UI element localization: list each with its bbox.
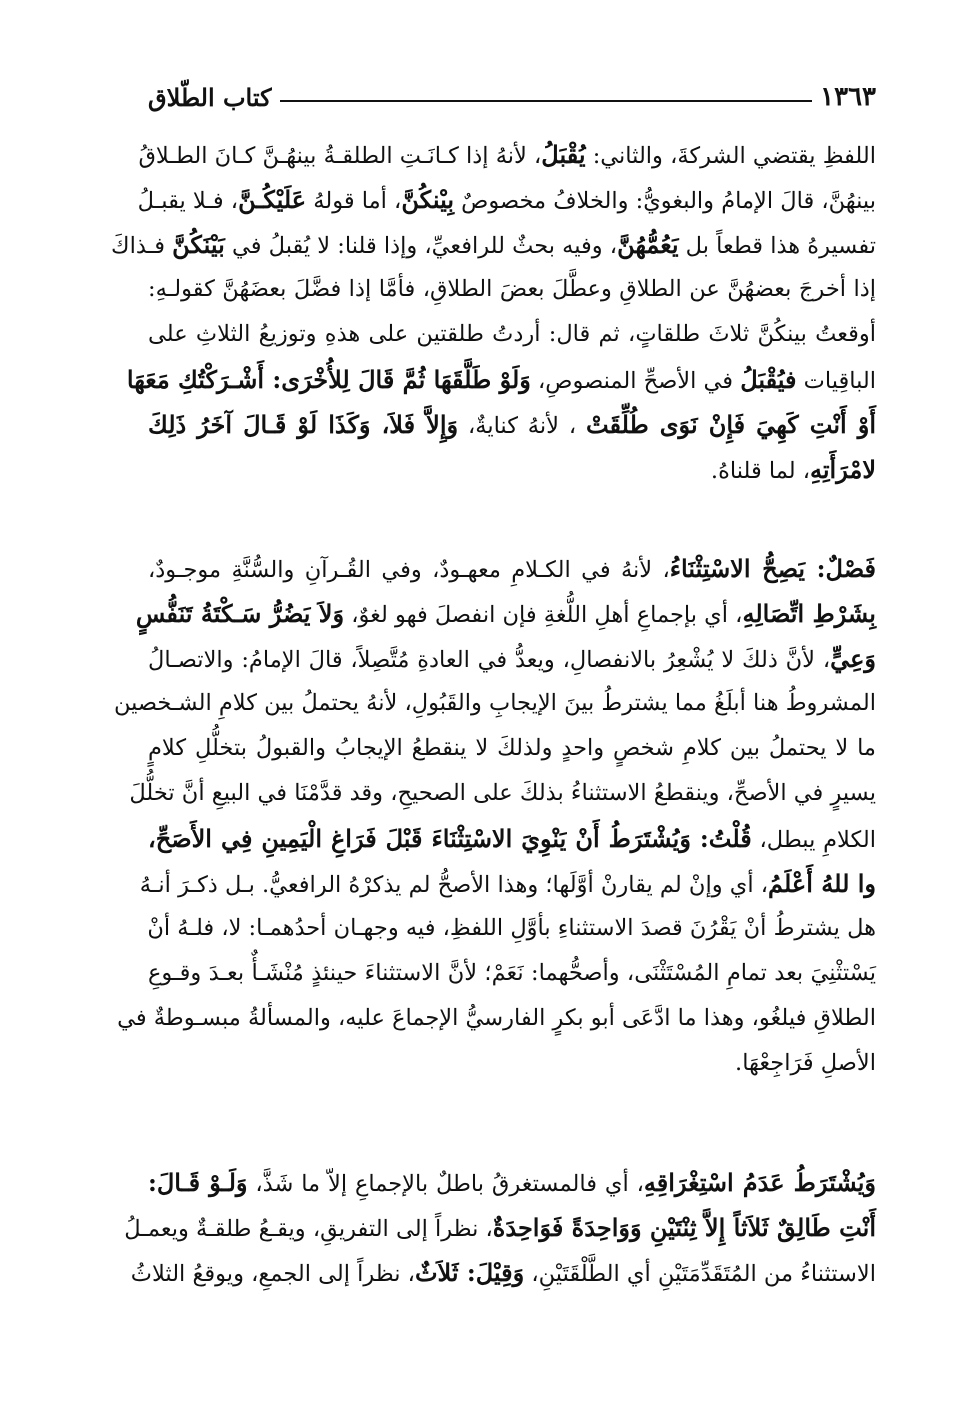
sharh-text: ، لأنهُ إذا كـانَـتِ الطلقـةُ بينهُـنَّ كـانَ الطـلاقُ: [138, 143, 542, 169]
matn-text: أَنْتِ طَالِقٌ ثَلاَثاً إِلاَّ ثِنْتَيْنِ وَوَاحِدَةً فَوَاحِدَةٌ: [492, 1213, 876, 1242]
matn-text: فيُقْبَلُ: [740, 365, 797, 394]
text-line: [148, 726, 876, 771]
sharh-text: الكلامِ يبطل،: [751, 827, 876, 853]
sharh-text: فـذاكَ: [111, 233, 173, 259]
page-header: [148, 70, 876, 110]
sharh-text: ، نظراً إلى التفريقِ، ويقـعُ طلقـةٌ ويعمـلُ: [124, 1216, 493, 1242]
sharh-text: ، أي وإنْ لم يقارنْ أوَّلَها؛ وهذا الأصحُّ لم يذكرْهُ الرافعيُّ. بـل ذكـرَ أنـهُ: [139, 872, 768, 898]
text-line: [113, 681, 876, 726]
matn-text: وَلاَ يَضُرُّ سَـكْتَةُ تَنَفُّسٍ: [135, 599, 345, 628]
paragraph-3: [124, 1160, 877, 1295]
sharh-text: اللفظِ يقتضي الشركةَ، والثاني:: [585, 143, 876, 169]
sharh-text: يسيرٍ في الأصحِّ، وينقطعُ الاستثناءُ بذلكَ على الصحيحِ، وقد قدَّمْنَا في البيعِ أنَّ تخلُّلَ: [129, 780, 876, 806]
text-line: [148, 1041, 876, 1086]
matn-text: وَقِيْلَ: ثَلاَثٌ: [414, 1258, 525, 1287]
text-line: [148, 267, 876, 312]
paragraph-1: [111, 132, 876, 492]
sharh-text: ، أما قولهُ: [306, 188, 402, 214]
text-line: [135, 591, 876, 636]
sharh-text: الباقِيات: [796, 368, 876, 394]
text-line: [126, 357, 876, 402]
book-title: كتاب الطّلاق: [148, 83, 272, 112]
matn-text: وَلَوْ طَلَّقَهَا ثُمَّ قَالَ لِلأُخْرَى: أَشْـرَكْتُكِ مَعَهَا: [126, 365, 531, 394]
sharh-text: ، فـلا يقبـلُ: [137, 188, 239, 214]
text-line: [148, 951, 876, 996]
text-line: [148, 906, 876, 951]
text-line: [124, 1205, 876, 1250]
text-line: [148, 312, 876, 357]
header-rule: [280, 100, 813, 102]
sharh-text: أوقعتُ بينكُنَّ ثلاثَ طلقاتٍ، ثم قال: أردتُ طلقتين على هذهِ وتوزيعُ الثلاثِ على: [148, 321, 876, 347]
text-line: [148, 546, 876, 591]
matn-text: قُلْتُ: وَيُشْتَرَطُ أَنْ يَنْوِيَ الاسْتِثْنَاءَ قَبْلَ فَرَاغِ الْيَمِينِ فِي الأَصَحِّ،: [148, 824, 752, 853]
matn-text: عَلَيْكُـنَّ: [238, 185, 307, 214]
sharh-text: بينهُنَّ، قالَ الإمامُ والبغويُّ: والخلافُ مخصوصٌ: [454, 188, 876, 214]
sharh-text: ، لأنهُ كنايةٌ،: [458, 413, 586, 439]
text-line: [137, 177, 876, 222]
sharh-text: يَسْتثْنِيَ بعد تمامِ المُسْتَثْنَى، وأصحُّهما: نَعَمْ؛ لأنَّ الاستثناءَ حينئذٍ مُنْشَـأٌ بعـدَ وقـوعِ: [148, 960, 876, 986]
page-number: ١٣٦٣: [820, 82, 876, 112]
matn-text: لامْرَأَتِهِ: [810, 455, 876, 484]
text-line: [111, 222, 876, 267]
text-line: [138, 132, 876, 177]
sharh-text: ، لأنهُ في الكـلامِ معهـودٌ، وفي القُـرآنِ والسُّنَّةِ موجـودٌ،: [148, 557, 670, 583]
matn-text: فَصْلٌ: يَصِحُّ الاسْتِثْنَاءُ: [669, 554, 876, 583]
sharh-text: الأصلِ فَرَاجِعْهَا.: [735, 1050, 876, 1076]
sharh-text: إذا أخرجَ بعضهُنَّ عن الطلاقِ وعطَّلَ بعضَ الطلاقِ، فأمَّا إذا فضَّلَ بعضَهُنَّ كقولـهِ:: [148, 276, 876, 302]
sharh-text: ، أي بإجماعِ أهلِ اللُّغةِ فإن انفصلَ فهو لغوٌ،: [344, 602, 743, 628]
sharh-text: ، أي فالمستغرقُ باطلٌ بالإجماعِ إلاّ ما شَذَّ،: [247, 1171, 644, 1197]
sharh-text: ، وفيه بحثٌ للرافعيِّ، وإذا قلنا: لا يُقبلُ في: [224, 233, 618, 259]
text-line: [148, 636, 876, 681]
text-line: [148, 1160, 876, 1205]
text-line: [148, 447, 876, 492]
sharh-text: ما لا يحتملُ بين كلامِ شخصٍ واحدٍ ولذلكَ لا ينقطعُ الإيجابُ والقبولُ بتخلُّلِ كلامٍ: [148, 735, 876, 761]
sharh-text: الطلاقِ فيلغُو، وهذا ما ادَّعَى أبو بكرٍ الفارسيُّ الإجماعَ عليه، والمسألةُ مبسـوطةٌ في: [117, 1005, 876, 1031]
sharh-text: الاستثناءُ من المُتَقَدِّمَتَيْنِ أي الطَّلْقَتَيْنِ،: [524, 1261, 876, 1287]
sharh-text: في الأصحِّ المنصوصِ،: [530, 368, 741, 394]
matn-text: بِيْنكُنَّ: [401, 185, 454, 214]
text-line: [148, 402, 876, 447]
text-line: [139, 861, 876, 906]
paragraph-2: [113, 546, 876, 1086]
sharh-text: هل يشترطُ أنْ يَقْرُنَ قصدَ الاستثناءِ بأوَّلِ اللفظِ، فيه وجهـان أحدُهمـا: لا، فلـهُ أنْ: [147, 915, 876, 941]
matn-text: يُقْبَلُ: [541, 140, 586, 169]
sharh-text: ، لما قلناهُ.: [710, 458, 810, 484]
sharh-text: ، نظراً إلى الجمعِ، ويوقعُ الثلاثُ: [130, 1261, 415, 1287]
sharh-text: تفسيرهُ هذا قطعاً بل: [678, 233, 876, 259]
matn-text: وَلَـوْ قَـالَ:: [148, 1168, 248, 1197]
matn-text: وَإِلاَّ فَلاَ، وَكَذَا لَوْ قَـالَ آخَرُ ذَلِكَ: [148, 410, 459, 439]
matn-text: وَيُشْتَرَطُ عَدَمُ اسْتِغْرَاقِهِ: [643, 1168, 877, 1197]
matn-text: بَيْنَكُنَّ: [172, 230, 225, 259]
matn-text: يَعُمُّهُنَّ: [617, 230, 679, 259]
text-line: [117, 996, 876, 1041]
sharh-text: ، لأنَّ ذلكَ لا يُشْعِرُ بالانفصالِ، ويعدُّ في العادةِ مُتَّصِلاً، قالَ الإمامُ: والاتصـالُ: [148, 647, 831, 673]
text-line: [148, 816, 876, 861]
matn-text: وَعِيٍّ: [830, 644, 876, 673]
matn-text: وا للهُ أَعْلَمُ: [768, 869, 876, 898]
text-line: [129, 771, 876, 816]
text-line: [130, 1250, 876, 1295]
matn-text: بِشَرْطِ اتِّصَالِهِ: [742, 599, 876, 628]
sharh-text: المشروطُ هنا أبلَغُ مما يشترطُ بينَ الإيجابِ والقَبُولِ، لأنهُ يحتملُ بين كلامِ الشـخصين: [113, 690, 876, 716]
matn-text: أَوْ أَنْتِ كَهِيَ فَإِنْ نَوَى طُلِّقَتْ: [585, 410, 876, 439]
